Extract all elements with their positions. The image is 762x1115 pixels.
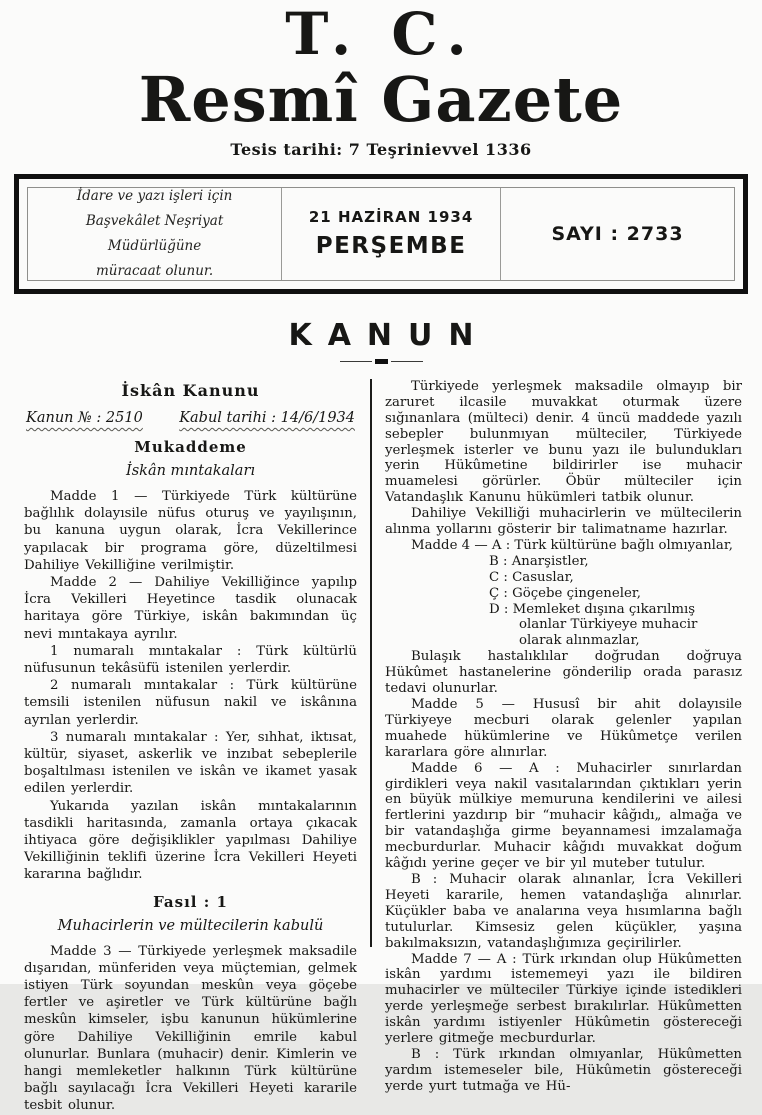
paragraph: Türkiyede yerleşmek maksadile olmayıp bir zaruret ilcasile muvakkat oturmak üzere sığınanlara (mülteci) denir. 4 üncü maddede yazılı sebepler bulunmıyan mülteciler, Türkiyede yerleşmek isterler ve bunu yazı ile bulundukları yerin Hükûmetine bildirirler ise muhacir muamelesi görürler. Öbür mülteciler için Vatandaşlık Kanunu hükümleri tatbik olunur. [385, 378, 742, 506]
column-subheading: İskân mıntakaları [125, 462, 256, 479]
column-heading: Mukaddeme [134, 437, 247, 456]
paragraph: Madde 6 — A : Muhacirler sınırlardan girdikleri veya nakil vasıtalarından çıktıkları yerin en büyük mülkiye memuruna kendilerini ve ailesi fertlerini yazdırıp bir “muhacir kâğıdı„ almağa ve bir vatandaşlığa girme beyannamesi imzalamağa mecburdurlar. Muhacir kâğıdı muvakkat doğum kâğıdı yerine geçer ve bir yıl muteber tutulur. [385, 760, 742, 872]
column-heading: İskân Kanunu [121, 380, 260, 400]
gazette-title: Resmî Gazete [138, 62, 624, 136]
paragraph: Madde 7 — A : Türk ırkından olup Hükûmetten iskân yardımı istememeyi yazı ile bildiren muhacirler ve mülteciler Türkiye içinde istedikleri yerde yerleşmeğe serbest bırakılırlar. Hükûmetten iskân yardımı istiyenler Hükûmetin göstereceği yerlere gitmeğe mecburdurlar. [385, 951, 742, 1047]
issue-date: 21 HAZİRAN 1934 [308, 208, 474, 227]
issue-number-cell [501, 188, 734, 280]
two-column-body [24, 378, 742, 1114]
issue-weekday: PERŞEMBE [315, 233, 467, 260]
paragraph: Yukarıda yazılan iskân mıntakalarının tasdikli haritasında, zamanla ortaya çıkacak ihtiyaca göre değişiklikler yapılması Dahiliye Vekilliğinin teklifi üzerine İcra Vekilleri Heyeti kararına bağlıdır. [24, 798, 357, 883]
section-head [0, 318, 762, 365]
paragraph: Bulaşık hastalıklılar doğrudan doğruya Hükûmet hastanelerine gönderilip orada parasız tedavi olunurlar. [385, 649, 742, 697]
paragraph: Madde 1 — Türkiyede Türk kültürüne bağlılık dolayısile nüfus oturuş ve yayılışının, bu kanuna uygun olarak, İcra Vekillerince yapılacak bir programa göre, düzeltilmesi Dahiliye Vekilliğine verilmiştir. [24, 488, 357, 573]
issue-number: SAYI : 2733 [551, 222, 684, 245]
tc-abbreviation: T. C. [285, 0, 477, 68]
column-heading: Fasıl : 1 [153, 892, 228, 911]
madde-list-item: D : Memleket dışına çıkarılmış olanlar Türkiyeye muhacir olarak alınmazlar, [489, 601, 698, 649]
section-title-kanun: KANUN [288, 317, 490, 353]
madde-list [385, 538, 742, 649]
paragraph: B : Türk ırkından olmıyanlar, Hükûmetten yardım istemeseler bile, Hükûmetin göstereceği yerde yurt tutmağa ve Hü- [385, 1046, 742, 1094]
paragraph: 3 numaralı mıntakalar : Yer, sıhhat, iktısat, kültür, siyaset, askerlik ve inzıbat sebeplerile boşaltılması istenilen ve iskân ve ikamet yasak edilen yerlerdir. [24, 729, 357, 797]
paragraph: Madde 2 — Dahiliye Vekilliğince yapılıp İcra Vekilleri Heyetince tasdik olunacak haritaya göre Türkiye, iskân bakımından üç nevi mıntakaya ayrılır. [24, 574, 357, 642]
madde-list-item: C : Casuslar, [489, 569, 574, 585]
paragraph: Dahiliye Vekilliği muhacirlerin ve mültecilerin alınma yollarını gösterir bir talimatname hazırlar. [385, 506, 742, 538]
paragraph: 1 numaralı mıntakalar : Türk kültürlü nüfusunun tekâsüfü istenilen yerlerdir. [24, 643, 357, 676]
column-subheading: Muhacirlerin ve mültecilerin kabulü [57, 917, 324, 934]
ornament-divider-icon [0, 359, 762, 365]
admin-note-cell [28, 188, 282, 280]
madde-list-intro: Madde 4 — A : Türk kültürüne bağlı olmıyanlar, [411, 537, 733, 553]
madde-list-item: B : Anarşistler, [489, 553, 589, 569]
madde-list-item: Ç : Göçebe çingeneler, [489, 585, 641, 601]
issue-info-inner-frame [27, 187, 735, 281]
paragraph: B : Muhacir olarak alınanlar, İcra Vekilleri Heyeti kararile, hemen vatandaşlığa alınırlar. Küçükler baba ve analarına veya hısımlarına bağlı tutulurlar. Kimsesiz gelen küçükler, yaşına bakılmaksızın, vatandaşlığımıza geçirilirler. [385, 871, 742, 951]
paragraph: Madde 3 — Türkiyede yerleşmek maksadile dışarıdan, münferiden veya müçtemian, gelmek istiyen Türk soyundan meskûn veya göçebe fertler ve aşiretler ve Türk kültürüne bağlı meskûn kimseler, işbu kanunun hükümlerine göre Dahiliye Vekilliğinin emrile kabul olunurlar. Bunlara (muhacir) denir. Kimlerin ve hangi memleketler halkının Türk kültürüne bağlı sayılacağı İcra Vekilleri Heyeti kararile tesbit olunur. [24, 943, 357, 1114]
law-number: Kanun № : 2510 [26, 409, 143, 426]
issue-info-box [14, 174, 748, 294]
admin-note-line-1: İdare ve yazı işleri için [76, 187, 233, 204]
masthead [0, 0, 762, 159]
law-meta-row [26, 410, 355, 426]
paragraph: 2 numaralı mıntakalar : Türk kültürüne temsili istenilen nüfusun nakil ve iskânına ayrılan yerlerdir. [24, 678, 357, 728]
admin-note-line-3: müracaat olunur. [95, 262, 214, 279]
left-column [24, 379, 370, 1114]
founded-date: Tesis tarihi: 7 Teşrinievvel 1336 [230, 139, 532, 159]
paragraph: Madde 5 — Hususî bir ahit dolayısile Türkiyeye mecburi olarak gelenler yapılan muahede hükümlerine ve Hükûmetçe verilen kararlara göre alınırlar. [385, 697, 742, 760]
right-column [372, 378, 742, 1094]
admin-note-line-2: Başvekâlet Neşriyat Müdürlüğüne [85, 212, 224, 254]
law-accept-date: Kabul tarihi : 14/6/1934 [179, 409, 355, 426]
date-cell [282, 188, 501, 280]
